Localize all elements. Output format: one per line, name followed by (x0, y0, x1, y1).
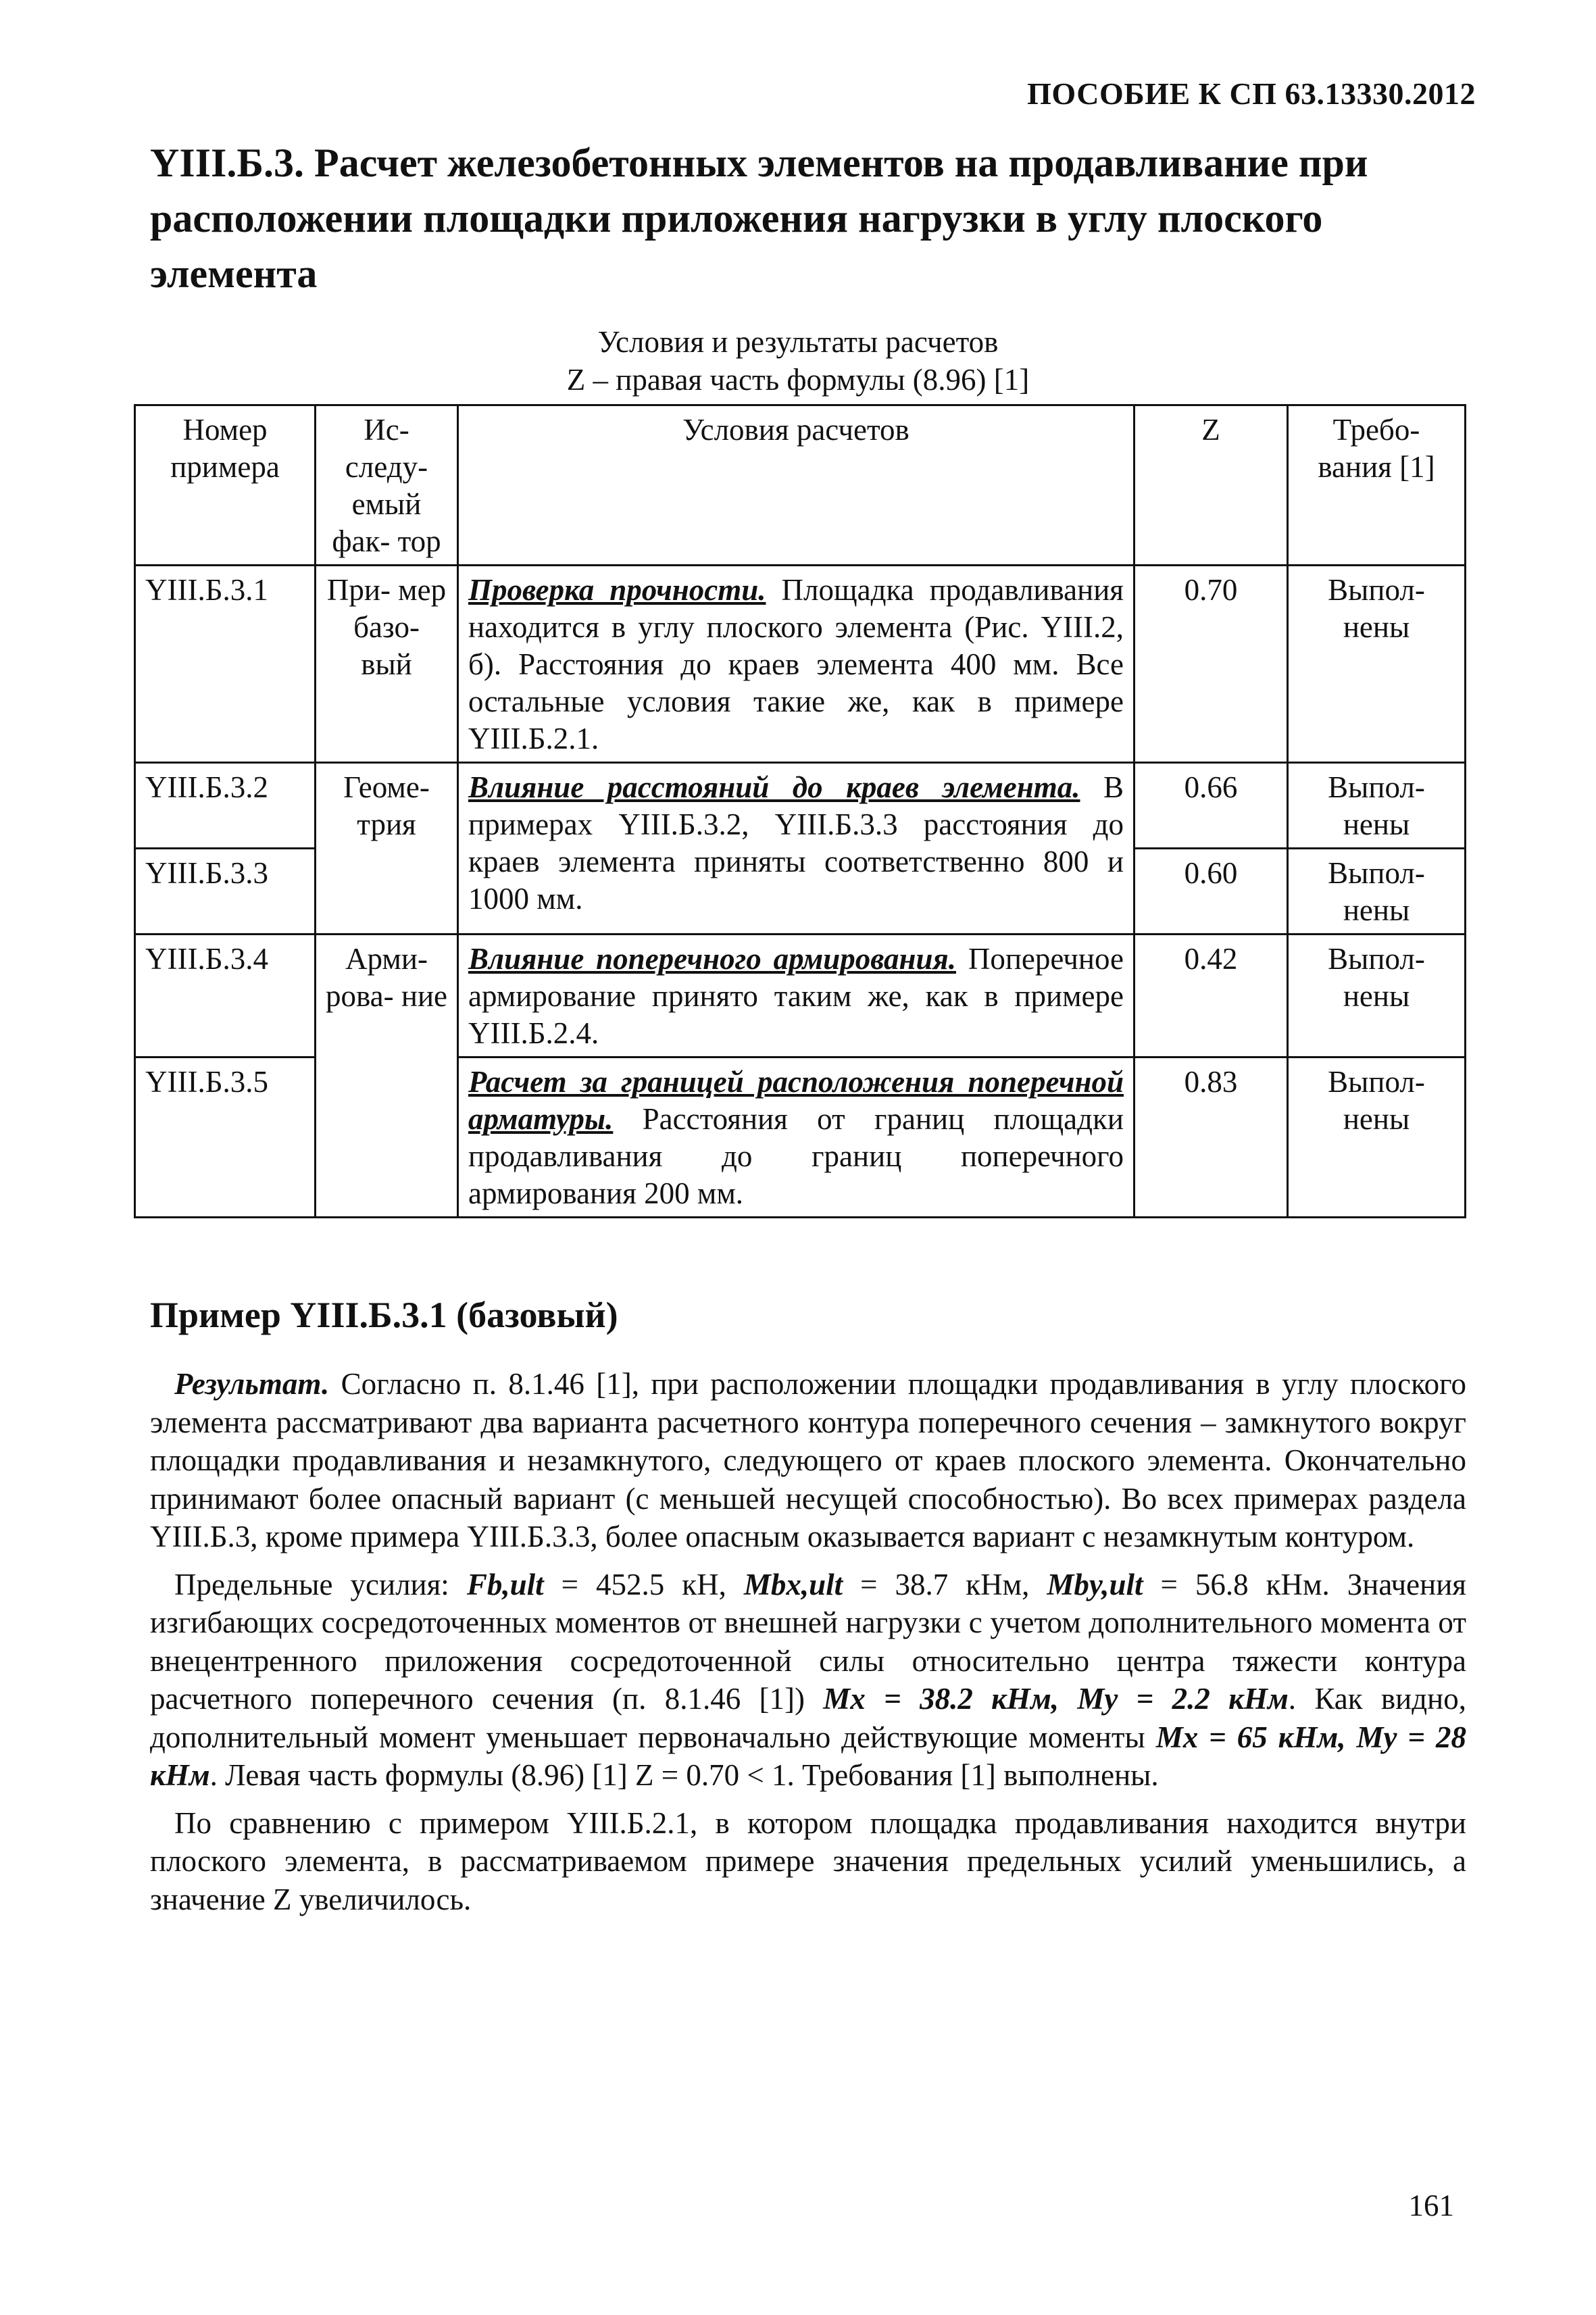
comparison-paragraph: По сравнению с примером YIII.Б.2.1, в котором площадка продавливания находится внутри плоского элемента, в рассматриваемом примере значения предельных усилий уменьшились, а значение Z увеличилось. (150, 1806, 1466, 1916)
forces-text-e: . Как видно, дополнительный момент уменьшает первоначально действующие моменты (150, 1682, 1466, 1754)
header-z: Z (1134, 405, 1288, 566)
forces-text-b: = 452.5 кН, (543, 1567, 744, 1601)
row-factor: Геоме- трия (316, 763, 458, 935)
row-factor: При- мер базо- вый (316, 566, 458, 763)
result-text: Согласно п. 8.1.46 [1], при расположении площадки продавливания в углу плоского элемента рассматривают два варианта расчетного контура поперечного сечения – замкнутого вокруг площадки продавливания и незамкнутого, следующего от краев плоского элемента. Окончательно принимают более опасный вариант (с меньшей несущей способностью). Во всех примерах раздела YIII.Б.3, кроме примера YIII.Б.3.3, более опасным оказывается вариант с незамкнутым контуром. (150, 1367, 1466, 1553)
row-conditions (458, 935, 1134, 1057)
table-caption-line-2: Z – правая часть формулы (8.96) [1] (566, 363, 1030, 397)
example-heading: Пример YIII.Б.3.1 (базовый) (150, 1295, 618, 1335)
table-caption-line-1: Условия и результаты расчетов (597, 325, 999, 359)
result-lead: Результат. (174, 1367, 330, 1401)
condition-lead: Проверка прочности. (468, 573, 766, 607)
condition-lead: Влияние расстояний до краев элемента. (468, 770, 1080, 804)
condition-text: Поперечное армирование принято таким же, как в примере YIII.Б.2.4. (468, 942, 1124, 1050)
forces-text-d: = 56.8 кНм. Значения изгибающих сосредоточенных моментов от внешней нагрузки с учетом дополнительного момента от внецентренного приложения сосредоточенной силы относительно центра тяжести контура расчетного поперечного сечения (п. 8.1.46 [1]) (150, 1567, 1467, 1716)
forces-text-c: = 38.7 кНм, (843, 1567, 1047, 1601)
table-caption (0, 323, 1596, 399)
row-conditions (458, 1057, 1134, 1218)
row-requirements: Выпол- нены (1288, 566, 1466, 763)
moments-formula-1: Mx = 38.2 кНм, My = 2.2 кНм (823, 1682, 1289, 1716)
table-row (135, 763, 1466, 849)
header-factor: Ис- следу- емый фак- тор (316, 405, 458, 566)
row-z-value: 0.83 (1134, 1057, 1288, 1218)
page-number: 161 (1408, 2189, 1454, 2222)
force-ult-symbol: Fb,ult (466, 1567, 544, 1601)
row-z-value: 0.66 (1134, 763, 1288, 849)
row-number: YIII.Б.3.2 (135, 763, 316, 849)
row-requirements: Выпол- нены (1288, 763, 1466, 849)
row-number: YIII.Б.3.4 (135, 935, 316, 1057)
running-header: ПОСОБИЕ К СП 63.13330.2012 (1027, 76, 1476, 111)
forces-text-f: . Левая часть формулы (8.96) [1] Z = 0.70 < 1. Требования [1] выполнены. (209, 1758, 1159, 1792)
row-z-value: 0.70 (1134, 566, 1288, 763)
row-requirements: Выпол- нены (1288, 1057, 1466, 1218)
row-conditions (458, 763, 1134, 935)
row-conditions (458, 566, 1134, 763)
moment-y-ult-symbol: Mby,ult (1047, 1567, 1143, 1601)
condition-lead: Влияние поперечного армирования. (468, 942, 956, 976)
section-title: YIII.Б.3. Расчет железобетонных элементов на продавливание при расположении площадки приложения нагрузки в углу плоского элемента (150, 141, 1368, 296)
condition-text: Площадка продавливания находится в углу плоского элемента (Рис. YIII.2, б). Расстояния до краев элемента 400 мм. Все остальные условия такие же, как в примере YIII.Б.2.1. (468, 573, 1124, 755)
row-z-value: 0.42 (1134, 935, 1288, 1057)
row-requirements: Выпол- нены (1288, 849, 1466, 935)
forces-text-a: Предельные усилия: (174, 1567, 467, 1601)
row-number: YIII.Б.3.3 (135, 849, 316, 935)
moments-formula-2: Mx = 65 кНм, My = 28 кНм (150, 1720, 1466, 1792)
row-number: YIII.Б.3.1 (135, 566, 316, 763)
table-row (135, 935, 1466, 1057)
row-factor: Арми- рова- ние (316, 935, 458, 1218)
moment-x-ult-symbol: Mbx,ult (743, 1567, 843, 1601)
header-conditions: Условия расчетов (458, 405, 1134, 566)
table-header-row (135, 405, 1466, 566)
condition-text: Расстояния от границ площадки продавливания до границ поперечного армирования 200 мм. (468, 1102, 1124, 1210)
table-row (135, 566, 1466, 763)
condition-text: В примерах YIII.Б.3.2, YIII.Б.3.3 расстояния до краев элемента приняты соответственно 800 и 1000 мм. (468, 770, 1124, 916)
forces-paragraph (150, 1566, 1466, 1795)
row-requirements: Выпол- нены (1288, 935, 1466, 1057)
condition-lead: Расчет за границей расположения поперечной арматуры. (468, 1065, 1124, 1136)
row-z-value: 0.60 (1134, 849, 1288, 935)
row-number: YIII.Б.3.5 (135, 1057, 316, 1218)
example-body (150, 1365, 1466, 1928)
header-number: Номер примера (135, 405, 316, 566)
result-paragraph (150, 1365, 1466, 1556)
results-table (134, 404, 1466, 1218)
header-requirements: Требо- вания [1] (1288, 405, 1466, 566)
